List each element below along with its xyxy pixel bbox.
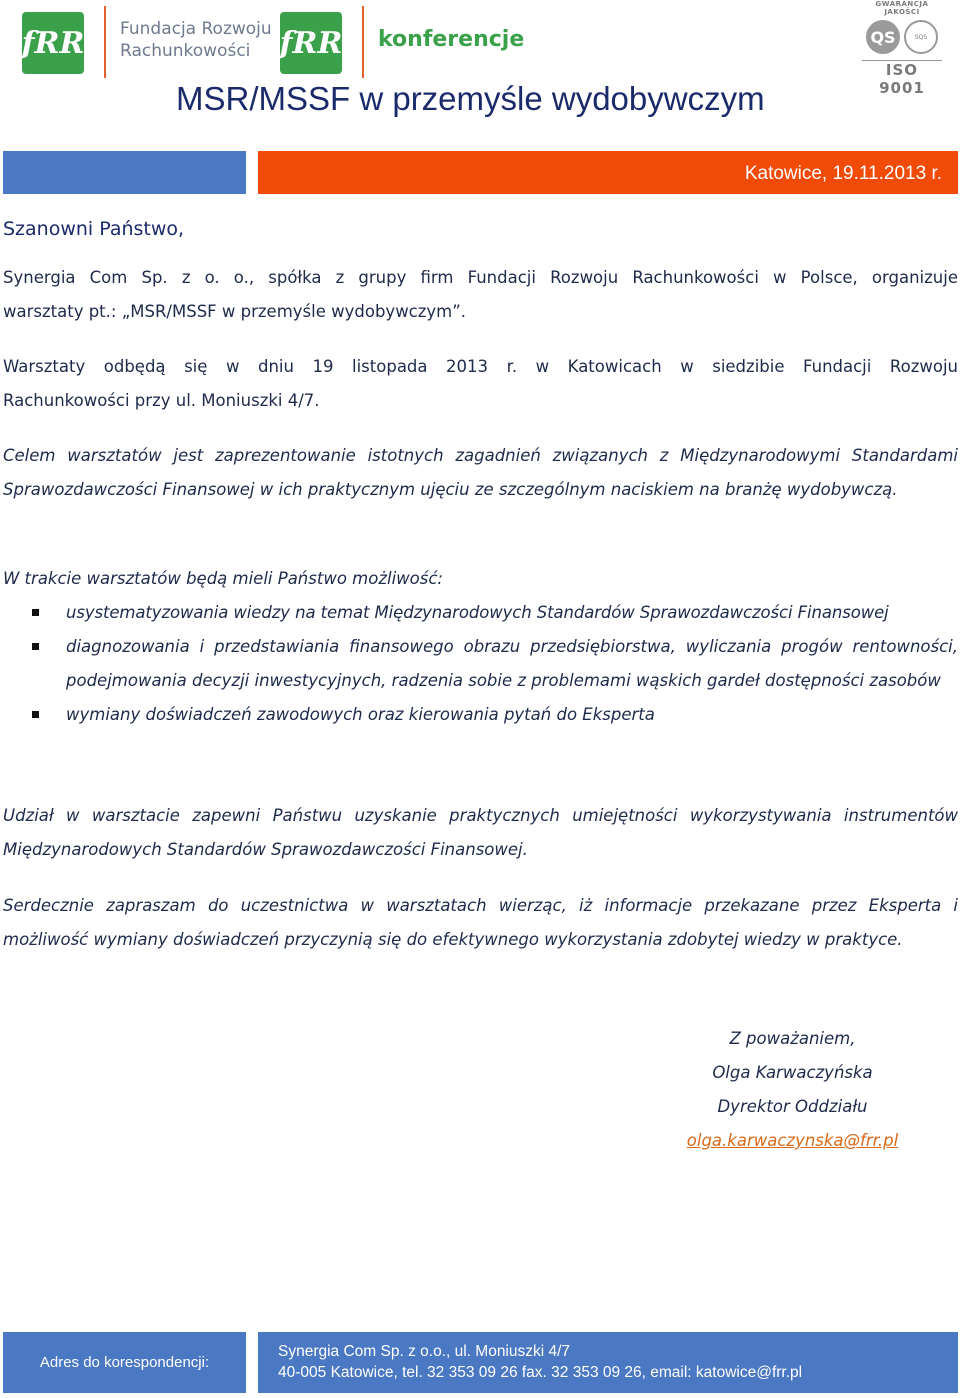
foundation-name xyxy=(120,18,272,62)
frr-conferences-logo xyxy=(280,12,342,74)
list-item: wymiany doświadczeń zawodowych oraz kierowania pytań do Eksperta xyxy=(32,698,958,732)
signature-position: Dyrektor Oddziału xyxy=(717,1097,868,1116)
sqs-seal-icon: SQS xyxy=(904,20,938,54)
quality-guarantee-label: GWARANCJA JAKOŚCI xyxy=(875,0,929,16)
paragraph-intro xyxy=(3,261,958,329)
list-item: usystematyzowania wiedzy na temat Międzynarodowych Standardów Sprawozdawczości Finansowej xyxy=(32,596,958,630)
footer-label: Adres do korespondencji: xyxy=(3,1332,246,1393)
list-item: diagnozowania i przedstawiania finansowego obrazu przedsiębiorstwa, wyliczania progów rentowności, podejmowania decyzji inwestycyjnych, radzenia sobie z problemami wąskich gardeł dostępności zasobów xyxy=(32,630,958,698)
frr-logo-mark: fRR xyxy=(21,25,85,61)
place-date: Katowice, 19.11.2013 r. xyxy=(744,163,942,184)
header-band-blue xyxy=(3,151,246,194)
paragraph-participation: Udział w warsztacie zapewni Państwu uzyskanie praktycznych umiejętności wykorzystywania instrumentów Międzynarodowych Standardów Sprawozdawczości Finansowej. xyxy=(3,806,958,859)
signature-block xyxy=(640,1022,945,1158)
paragraph-date-place xyxy=(3,350,958,418)
footer-address-line1: Synergia Com Sp. z o.o., ul. Moniuszki 4/7 xyxy=(278,1343,571,1360)
signature-email-link[interactable]: olga.karwaczynska@frr.pl xyxy=(686,1131,899,1150)
paragraph-intro-line1: Synergia Com Sp. z o. o., spółka z grupy firm Fundacji Rozwoju Rachunkowości w Polsce, organizuje xyxy=(3,268,958,287)
paragraph-date-place-line1: Warsztaty odbędą się w dniu 19 listopada 2013 r. w Katowicach w siedzibie Fundacji Rozwoju xyxy=(3,357,958,376)
foundation-name-line1: Fundacja Rozwoju xyxy=(120,19,272,39)
paragraph-goal: Celem warsztatów jest zaprezentowanie istotnych zagadnień związanych z Międzynarodowymi Standardami Sprawozdawczości Finansowej w ich praktycznym ujęciu ze szczególnym naciskiem na branżę wydobywczą. xyxy=(3,446,958,499)
footer-address-line2: 40-005 Katowice, tel. 32 353 09 26 fax. 32 353 09 26, email: katowice@frr.pl xyxy=(278,1364,803,1381)
paragraph-date-place-line2: Rachunkowości przy ul. Moniuszki 4/7. xyxy=(3,391,320,410)
opportunities-list xyxy=(32,596,958,732)
paragraph-opportunities-intro: W trakcie warsztatów będą mieli Państwo możliwość: xyxy=(3,569,443,588)
frr-logo xyxy=(22,12,84,74)
foundation-name-line2: Rachunkowości xyxy=(120,41,251,61)
paragraph-invitation: Serdecznie zapraszam do uczestnictwa w warsztatach wierząc, iż informacje przekazane przez Eksperta i możliwość wymiany doświadczeń przyczynią się do efektywnego wykorzystania zdobytej wiedzy w praktyce. xyxy=(3,896,958,949)
qs-logo: QS xyxy=(866,20,900,54)
header-divider xyxy=(104,6,106,78)
header-band-date xyxy=(258,151,958,194)
footer-address xyxy=(258,1332,958,1393)
iso-label: ISO 9001 xyxy=(862,60,942,97)
signature-closing: Z poważaniem, xyxy=(729,1029,856,1048)
conferences-label: konferencje xyxy=(378,27,525,52)
signature-name: Olga Karwaczyńska xyxy=(712,1063,873,1082)
header-divider-2 xyxy=(362,6,364,78)
paragraph-intro-line2: warsztaty pt.: „MSR/MSSF w przemyśle wydobywczym”. xyxy=(3,302,467,321)
page-title: MSR/MSSF w przemyśle wydobywczym xyxy=(176,80,765,117)
frr-conferences-logo-mark: fRR xyxy=(279,25,343,61)
iso-quality-badge xyxy=(862,0,942,97)
greeting: Szanowni Państwo, xyxy=(3,218,185,240)
